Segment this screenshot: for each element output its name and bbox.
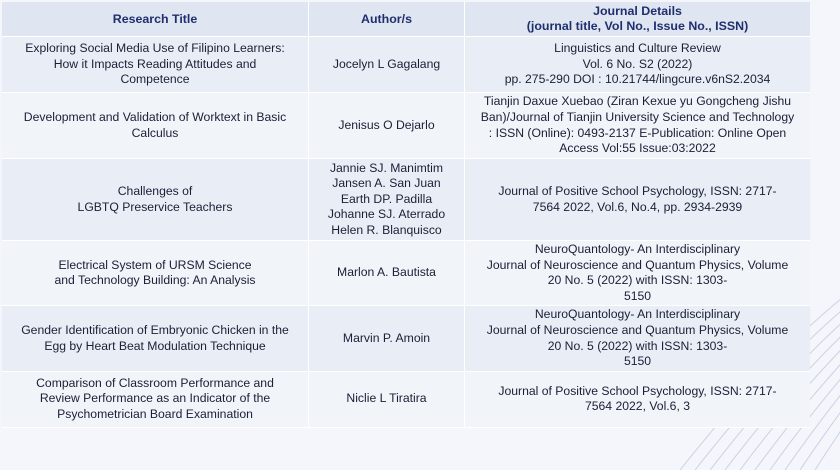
research-title-cell-line: Development and Validation of Worktext in Basic: [23, 109, 287, 124]
journal-details-cell-line: Access Vol:55 Issue:03:2022: [559, 141, 716, 156]
journal-details-cell-line: NeuroQuantology- An Interdisciplinary: [534, 307, 741, 322]
journal-details-cell-line: Ban)/Journal of Tianjin University Science and Technology: [480, 109, 795, 124]
research-table: [2, 2, 810, 428]
research-title-cell-line: Egg by Heart Beat Modulation Technique: [44, 338, 266, 353]
authors-cell: [308, 306, 464, 371]
journal-details-cell-line: pp. 275-290 DOI : 10.21744/lingcure.v6nS2.2034: [504, 72, 771, 87]
research-title-cell-line: Exploring Social Media Use of Filipino Learners:: [25, 41, 285, 56]
table-body: [2, 37, 810, 428]
authors-cell: [308, 37, 464, 93]
research-title-cell: [2, 372, 308, 428]
header-journal-line: Journal Details: [593, 4, 682, 18]
research-title-cell: [2, 241, 308, 306]
research-table-container: [2, 2, 810, 428]
header-journal-subline: (journal title, Vol No., Issue No., ISSN): [526, 19, 749, 33]
authors-cell-line: Marlon A. Bautista: [337, 265, 436, 280]
authors-cell-line: Jannie SJ. Manimtim: [329, 160, 444, 175]
header-journal-details: [464, 2, 810, 37]
research-title-cell: [2, 159, 308, 241]
research-title-cell-line: Psychometrician Board Examination: [57, 407, 253, 422]
authors-cell: [308, 241, 464, 306]
journal-details-cell-line: 20 No. 5 (2022) with ISSN: 1303-: [547, 338, 728, 353]
journal-details-cell-line: 5150: [623, 288, 652, 303]
authors-cell-line: Earth DP. Padilla: [340, 191, 433, 206]
research-title-cell-line: Electrical System of URSM Science: [58, 257, 252, 272]
journal-details-cell: [464, 306, 810, 371]
journal-details-cell-line: Vol. 6 No. S2 (2022): [582, 56, 693, 71]
authors-cell-line: Jansen A. San Juan: [332, 176, 441, 191]
authors-cell: [308, 372, 464, 428]
table-row: [2, 372, 810, 428]
journal-details-cell-line: : ISSN (Online): 0493-2137 E-Publication: Online Open: [488, 125, 787, 140]
journal-details-cell-line: 7564 2022, Vol.6, 3: [584, 399, 691, 414]
journal-details-cell: [464, 372, 810, 428]
authors-cell-line: Jenisus O Dejarlo: [338, 117, 435, 132]
table-row: [2, 93, 810, 159]
table-row: [2, 241, 810, 306]
research-title-cell-line: and Technology Building: An Analysis: [54, 273, 256, 288]
research-title-cell-line: Comparison of Classroom Performance and: [36, 375, 274, 390]
authors-cell: [308, 93, 464, 159]
authors-cell-line: Niclie L Tiratira: [346, 391, 427, 406]
research-title-cell-line: How it Impacts Reading Attitudes and: [53, 56, 257, 71]
journal-details-cell-line: Journal of Neuroscience and Quantum Physics, Volume: [486, 322, 789, 337]
journal-details-cell-line: Journal of Neuroscience and Quantum Physics, Volume: [486, 257, 789, 272]
journal-details-cell: [464, 159, 810, 241]
journal-details-cell: [464, 37, 810, 93]
journal-details-cell: [464, 93, 810, 159]
header-authors: Author/s: [308, 2, 464, 37]
journal-details-cell-line: Linguistics and Culture Review: [554, 41, 721, 56]
research-title-cell-line: Calculus: [131, 125, 179, 140]
authors-cell-line: Jocelyn L Gagalang: [332, 56, 441, 71]
table-row: [2, 306, 810, 371]
table-row: [2, 159, 810, 241]
research-title-cell-line: Challenges of: [117, 183, 193, 198]
journal-details-cell-line: 20 No. 5 (2022) with ISSN: 1303-: [547, 273, 728, 288]
journal-details-cell-line: Journal of Positive School Psychology, ISSN: 2717-: [498, 183, 777, 198]
authors-cell: [308, 159, 464, 241]
research-title-cell-line: LGBTQ Preservice Teachers: [77, 199, 233, 214]
header-research-title: Research Title: [2, 2, 308, 37]
authors-cell-line: Marvin P. Amoin: [342, 330, 431, 345]
journal-details-cell-line: 7564 2022, Vol.6, No.4, pp. 2934-2939: [532, 199, 743, 214]
research-title-cell: [2, 306, 308, 371]
research-title-cell: [2, 37, 308, 93]
journal-details-cell-line: 5150: [623, 354, 652, 369]
research-title-cell-line: Competence: [120, 72, 190, 87]
table-header-row: [2, 2, 810, 37]
journal-details-cell-line: NeuroQuantology- An Interdisciplinary: [534, 242, 741, 256]
journal-details-cell-line: Tianjin Daxue Xuebao (Ziran Kexue yu Gongcheng Jishu: [483, 94, 792, 109]
research-title-cell-line: Gender Identification of Embryonic Chicken in the: [21, 322, 289, 337]
authors-cell-line: Helen R. Blanquisco: [331, 222, 442, 237]
research-title-cell-line: Review Performance as an Indicator of the: [39, 391, 271, 406]
research-title-cell: [2, 93, 308, 159]
authors-cell-line: Johanne SJ. Aterrado: [327, 207, 446, 222]
journal-details-cell: [464, 241, 810, 306]
journal-details-cell-line: Journal of Positive School Psychology, ISSN: 2717-: [498, 383, 777, 398]
table-row: [2, 37, 810, 93]
